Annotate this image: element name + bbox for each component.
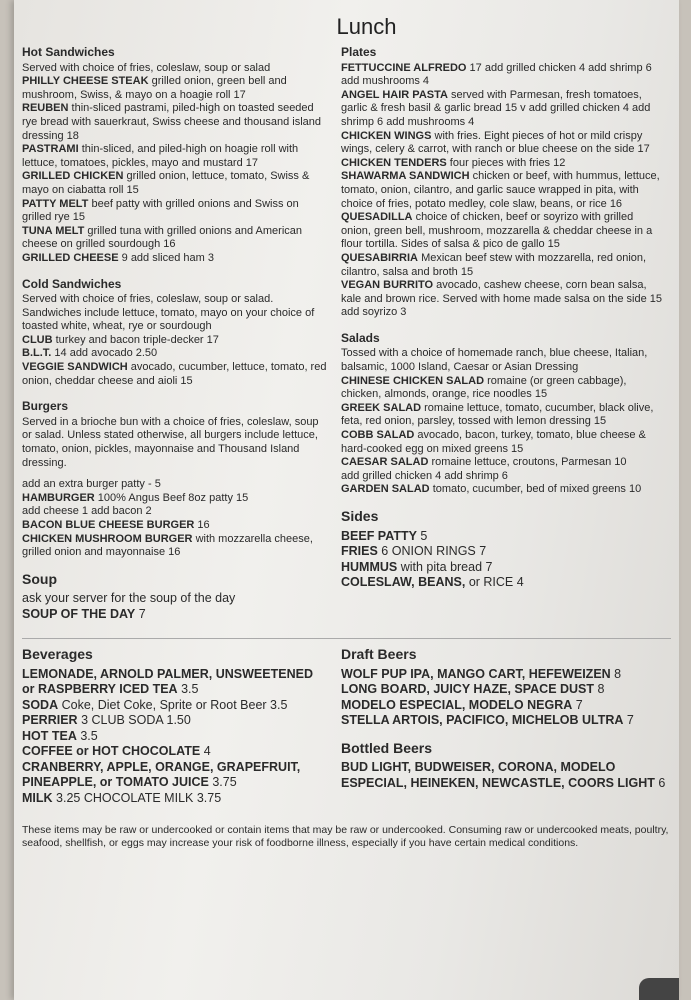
item-description: 5 xyxy=(420,528,428,543)
menu-item xyxy=(341,713,666,729)
item-description: 7 xyxy=(626,713,634,728)
item-name: WOLF PUP IPA, MANGO CART, HEFEWEIZEN xyxy=(341,666,611,681)
item-description: with fries. Eight pieces of hot or mild crispy wings, celery & carrot, with ranch or blue cheese on the side 17 xyxy=(341,129,650,156)
item-name: CLUB xyxy=(22,333,53,346)
item-description: 3 CLUB SODA 1.50 xyxy=(81,713,191,728)
menu-item xyxy=(22,698,327,714)
section-heading: Draft Beers xyxy=(341,646,417,663)
menu-item xyxy=(341,560,666,576)
item-description: 17 add grilled chicken 4 add shrimp 6 add mushrooms 4 xyxy=(341,61,652,88)
menu-item xyxy=(341,429,666,456)
item-name: LONG BOARD, JUICY HAZE, SPACE DUST xyxy=(341,682,595,697)
section-hot-sandwiches xyxy=(22,46,327,266)
item-description: add grilled chicken 4 add shrimp 6 xyxy=(341,469,508,482)
section-cold-sandwiches xyxy=(22,278,327,389)
menu-item xyxy=(22,143,327,170)
menu-title: Lunch xyxy=(336,14,397,39)
item-name: QUESADILLA xyxy=(341,211,413,224)
item-description: 14 add avocado 2.50 xyxy=(54,347,158,360)
item-name: BUD LIGHT, BUDWEISER, CORONA, MODELO ESPECIAL, HEINEKEN, NEWCASTLE, COORS LIGHT xyxy=(341,760,655,790)
left-column xyxy=(22,46,327,634)
item-name: MODELO ESPECIAL, MODELO NEGRA xyxy=(341,697,573,712)
item-description: 8 xyxy=(597,682,605,697)
item-description: 3.25 CHOCOLATE MILK 3.75 xyxy=(56,790,222,805)
section-note: add an extra burger patty - 5 xyxy=(22,478,161,491)
item-description: choice of chicken, beef or soyrizo with grilled onion, green bell, mushroom, mozzarella & cheddar cheese in a flour tortilla. Sides of salsa & pico de gallo 15 xyxy=(341,211,653,251)
menu-item xyxy=(341,456,666,470)
section-intro: Served in a brioche bun with a choice of fries, coleslaw, soup or salad. Unless stated otherwise, all burgers include lettuce, tomato, onion, pickles, mayonnaise and Thousand Island dressing. xyxy=(22,415,319,469)
section-heading: Burgers xyxy=(22,399,69,414)
item-description: 6 ONION RINGS 7 xyxy=(381,544,487,558)
menu-item xyxy=(341,682,666,698)
menu-item xyxy=(22,760,327,791)
item-name: SODA xyxy=(22,697,59,712)
item-description: thin-sliced, and piled-high on hoagie roll with lettuce, tomatoes, pickles, mayo and mustard 17 xyxy=(22,143,299,169)
menu-item xyxy=(341,252,666,279)
overlay-button[interactable] xyxy=(639,978,679,1000)
menu-item xyxy=(341,211,666,252)
item-description: romaine lettuce, tomato, cucumber, black olive, feta, red onion, parsley, tossed with lemon dressing 15 xyxy=(341,401,654,428)
menu-item xyxy=(341,306,666,320)
item-name: VEGAN BURRITO xyxy=(341,279,434,292)
item-description: 4 xyxy=(203,744,211,759)
item-name: HOT TEA xyxy=(22,728,77,743)
item-name: SOUP OF THE DAY xyxy=(22,606,136,621)
item-name: B.L.T. xyxy=(22,347,52,360)
item-name: COLESLAW, BEANS, xyxy=(341,575,466,589)
menu-item xyxy=(341,760,666,791)
item-description: with pita bread 7 xyxy=(400,559,493,574)
item-name: FRIES xyxy=(341,544,378,558)
item-description: 100% Angus Beef 8oz patty 15 xyxy=(97,491,249,504)
menu-item xyxy=(341,575,666,591)
item-description: 16 xyxy=(197,519,210,531)
item-name: CRANBERRY, APPLE, ORANGE, GRAPEFRUIT, PINEAPPLE, or TOMATO JUICE xyxy=(22,759,301,790)
item-name: VEGGIE SANDWICH xyxy=(22,361,128,374)
menu-item xyxy=(22,347,327,361)
menu-item xyxy=(22,170,327,197)
menu-item xyxy=(341,667,666,683)
item-description: Mexican beef stew with mozzarella, red onion, cilantro, salsa and broth 15 xyxy=(341,251,647,278)
item-name: COFFEE or HOT CHOCOLATE xyxy=(22,744,201,759)
item-description: 7 xyxy=(138,606,146,621)
item-description: grilled onion, green bell and mushroom, Swiss, & mayo on a hoagie roll 17 xyxy=(22,75,287,101)
menu-item xyxy=(22,729,327,745)
section-sides xyxy=(341,509,666,591)
item-name: SHAWARMA SANDWICH xyxy=(341,170,470,183)
section-heading: Sides xyxy=(341,508,379,524)
item-description: four pieces with fries 12 xyxy=(449,156,566,169)
menu-item xyxy=(22,492,327,506)
menu-item xyxy=(22,667,327,698)
menu-item xyxy=(22,607,327,623)
section-beverages xyxy=(22,647,327,806)
item-description: avocado, cucumber, lettuce, tomato, red onion, cheddar cheese and aioli 15 xyxy=(22,361,327,387)
section-draft-beers xyxy=(341,647,666,729)
menu-item xyxy=(22,744,327,760)
menu-item xyxy=(22,791,327,807)
menu-item xyxy=(22,75,327,102)
section-burgers xyxy=(22,400,327,560)
right-column xyxy=(341,46,666,603)
item-name: PASTRAMI xyxy=(22,143,79,156)
item-description: avocado, cashew cheese, corn bean salsa, kale and brown rice. Served with home made salsa on the side 15 xyxy=(341,279,663,305)
item-description: 3.5 xyxy=(80,728,98,743)
menu-paper xyxy=(14,0,679,1000)
section-intro: Served with choice of fries, coleslaw, soup or salad xyxy=(22,61,271,74)
menu-item xyxy=(341,279,666,306)
drinks-right-column xyxy=(341,647,666,803)
menu-item xyxy=(341,170,666,211)
item-name: PERRIER xyxy=(22,713,78,728)
item-description: 3.75 xyxy=(212,775,237,790)
section-heading: Hot Sandwiches xyxy=(22,45,115,59)
section-soup xyxy=(22,572,327,623)
drinks-left-column xyxy=(22,647,327,818)
item-name: COBB SALAD xyxy=(341,429,415,442)
spacer xyxy=(22,470,327,478)
item-name: CHICKEN TENDERS xyxy=(341,156,447,169)
menu-item xyxy=(341,529,666,545)
item-name: PATTY MELT xyxy=(22,197,89,210)
item-description: 3.5 xyxy=(181,682,199,697)
item-description: avocado, bacon, turkey, tomato, blue cheese & hard-cooked egg on mixed greens 15 xyxy=(341,429,646,455)
item-name: HUMMUS xyxy=(341,559,398,574)
menu-item xyxy=(22,198,327,225)
item-description: 6 xyxy=(658,775,666,790)
item-name: LEMONADE, ARNOLD PALMER, UNSWEETENED or RASPBERRY ICED TEA xyxy=(22,666,313,697)
item-name: REUBEN xyxy=(22,102,69,115)
item-name: CAESAR SALAD xyxy=(341,456,429,469)
menu-item xyxy=(22,505,327,519)
section-heading: Salads xyxy=(341,330,380,345)
item-name: HAMBURGER xyxy=(22,491,95,504)
menu-item xyxy=(341,130,666,157)
section-intro: ask your server for the soup of the day xyxy=(22,591,236,606)
item-name: CHICKEN WINGS xyxy=(341,129,432,142)
lower-columns xyxy=(22,647,671,818)
item-name: BACON BLUE CHEESE BURGER xyxy=(22,519,195,531)
item-name: GRILLED CHEESE xyxy=(22,251,119,264)
item-description: beef patty with grilled onions and Swiss on grilled rye 15 xyxy=(22,197,299,224)
section-heading: Beverages xyxy=(22,646,93,663)
menu-item xyxy=(22,361,327,388)
item-name: FETTUCCINE ALFREDO xyxy=(341,61,467,74)
menu-item xyxy=(341,89,666,130)
item-name: CHICKEN MUSHROOM BURGER xyxy=(22,532,193,545)
menu-item xyxy=(341,483,666,497)
item-description: grilled tuna with grilled onions and American cheese on grilled sourdough 16 xyxy=(22,224,303,251)
item-name: GRILLED CHICKEN xyxy=(22,170,124,183)
item-name: GREEK SALAD xyxy=(341,401,422,414)
item-description: or RICE 4 xyxy=(468,575,524,589)
menu-item xyxy=(22,533,327,560)
item-description: add cheese 1 add bacon 2 xyxy=(22,505,152,518)
item-description: tomato, cucumber, bed of mixed greens 10 xyxy=(432,483,642,496)
item-description: turkey and bacon triple-decker 17 xyxy=(55,333,219,346)
menu-item xyxy=(341,402,666,429)
item-name: BEEF PATTY xyxy=(341,528,417,543)
menu-item xyxy=(22,519,327,533)
section-heading: Cold Sandwiches xyxy=(22,276,122,291)
item-description: thin-sliced pastrami, piled-high on toasted seeded rye bread with sauerkraut, Swiss cheese and thousand island dressing 18 xyxy=(22,102,322,142)
menu-item xyxy=(341,470,666,484)
section-intro: Served with choice of fries, coleslaw, soup or salad. Sandwiches include lettuce, tomato, mayo on your choice of toasted white, wheat, rye or sourdough xyxy=(22,293,315,333)
item-description: chicken or beef, with hummus, lettuce, tomato, onion, cilantro, and garlic sauce wrapped in pita, with choice of fries, potato medley, cole slaw, beans, or rice 16 xyxy=(341,170,660,210)
item-description: 9 add sliced ham 3 xyxy=(121,251,214,264)
item-description: with mozzarella cheese, grilled onion and mayonnaise 16 xyxy=(22,532,313,559)
item-description: grilled onion, lettuce, tomato, Swiss & mayo on ciabatta roll 15 xyxy=(22,170,310,196)
menu-item xyxy=(341,698,666,714)
section-salads xyxy=(341,332,666,497)
item-description: romaine (or green cabbage), chicken, almonds, orange, rice noodles 15 xyxy=(341,374,627,401)
menu-item xyxy=(341,544,666,560)
menu-item xyxy=(22,102,327,143)
item-description: Coke, Diet Coke, Sprite or Root Beer 3.5 xyxy=(61,697,288,712)
section-intro: Tossed with a choice of homemade ranch, blue cheese, Italian, balsamic, 1000 Island, Caesar or Asian Dressing xyxy=(341,347,648,374)
item-name: GARDEN SALAD xyxy=(341,483,430,496)
item-name: PHILLY CHEESE STEAK xyxy=(22,75,149,88)
item-description: 7 xyxy=(575,697,583,712)
item-description: romaine lettuce, croutons, Parmesan 10 xyxy=(431,456,627,469)
item-name: MILK xyxy=(22,790,53,805)
menu-item xyxy=(341,62,666,89)
menu-item xyxy=(341,157,666,171)
item-name: QUESABIRRIA xyxy=(341,251,419,264)
upper-columns xyxy=(22,46,671,634)
section-plates xyxy=(341,46,666,320)
item-description: add soyrizo 3 xyxy=(341,306,407,319)
item-name: TUNA MELT xyxy=(22,224,85,237)
food-safety-disclaimer: These items may be raw or undercooked or contain items that may be raw or undercooked. Consuming raw or undercooked meats, poultry, seafood, shellfish, or eggs may increase your risk of foodborne illness, especially if you have certain medical conditions. xyxy=(22,824,669,850)
item-name: CHINESE CHICKEN SALAD xyxy=(341,374,485,387)
section-bottled-beers xyxy=(341,741,666,792)
item-name: STELLA ARTOIS, PACIFICO, MICHELOB ULTRA xyxy=(341,713,624,728)
section-heading: Plates xyxy=(341,45,377,59)
divider xyxy=(22,638,671,639)
section-heading: Bottled Beers xyxy=(341,739,433,756)
menu-item xyxy=(22,713,327,729)
item-description: 8 xyxy=(614,666,622,681)
menu-item xyxy=(22,225,327,252)
menu-item xyxy=(22,252,327,266)
menu-item xyxy=(341,375,666,402)
item-name: ANGEL HAIR PASTA xyxy=(341,88,448,101)
section-heading: Soup xyxy=(22,570,57,587)
item-description: served with Parmesan, fresh tomatoes, garlic & fresh basil & garlic bread 15 v add grilled chicken 4 add shrimp 6 add mushrooms 4 xyxy=(341,88,651,128)
menu-item xyxy=(22,334,327,348)
